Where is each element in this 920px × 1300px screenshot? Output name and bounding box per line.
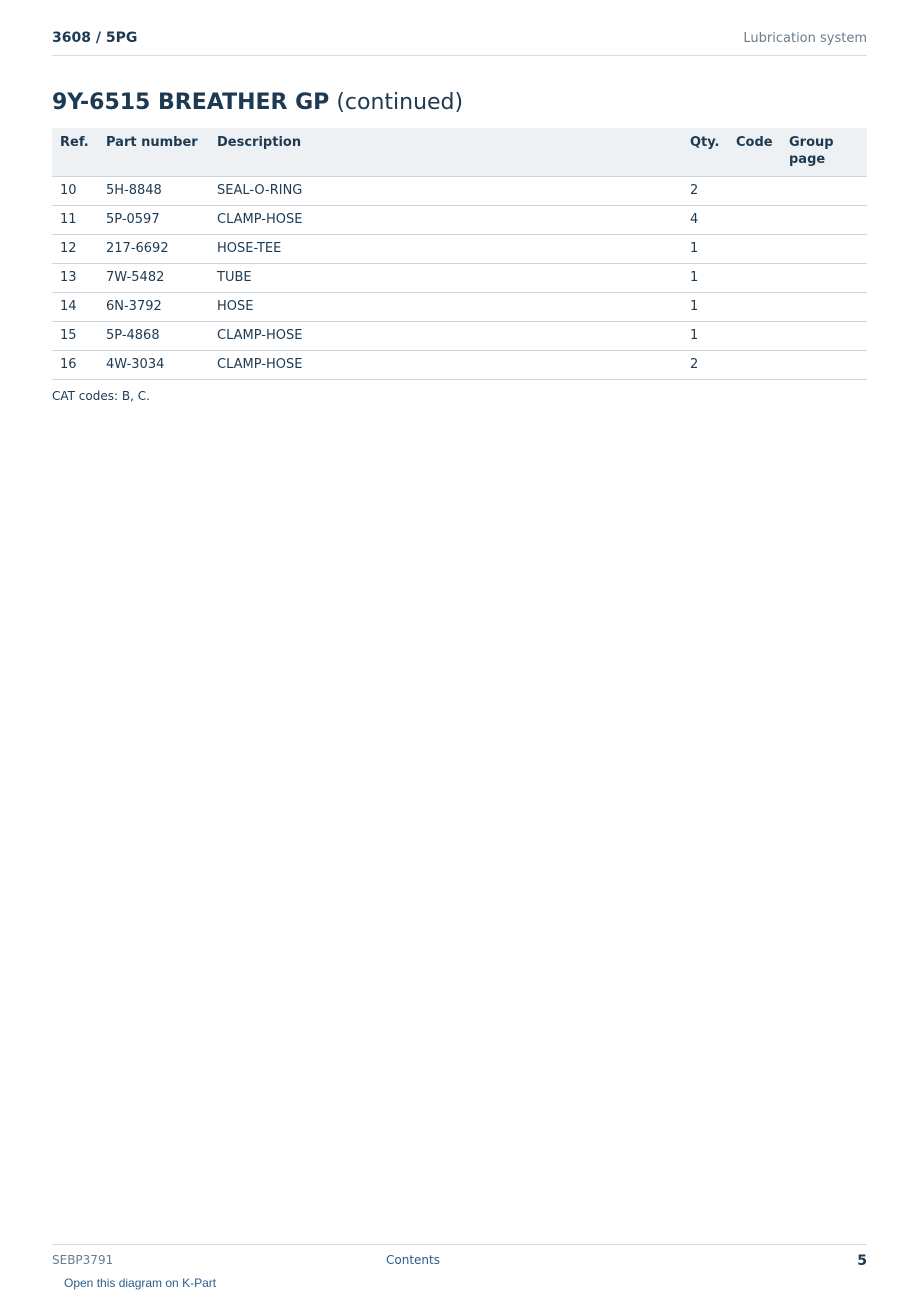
document-code: SEBP3791: [52, 1253, 114, 1267]
cell-qty: 2: [682, 351, 728, 380]
table-row: [52, 264, 867, 293]
table-header-row: [52, 128, 867, 177]
cell-group-page: [781, 264, 867, 293]
table-row: [52, 351, 867, 380]
page-title: [52, 90, 463, 115]
cell-code: [728, 264, 781, 293]
cell-ref: 10: [52, 177, 98, 206]
page-number: 5: [857, 1253, 867, 1269]
cell-ref: 16: [52, 351, 98, 380]
cell-description: TUBE: [209, 264, 682, 293]
cell-part-number: 217-6692: [98, 235, 209, 264]
header-code: Code: [728, 128, 781, 177]
cell-group-page: [781, 293, 867, 322]
table-row: [52, 177, 867, 206]
page-footer: [52, 1244, 867, 1275]
parts-table: [52, 128, 867, 380]
section-name: Lubrication system: [743, 31, 867, 46]
cell-qty: 1: [682, 235, 728, 264]
header-part-number: Part number: [98, 128, 209, 177]
cell-description: HOSE: [209, 293, 682, 322]
cell-code: [728, 322, 781, 351]
cell-group-page: [781, 351, 867, 380]
cell-part-number: 5H-8848: [98, 177, 209, 206]
cell-code: [728, 177, 781, 206]
cell-ref: 11: [52, 206, 98, 235]
cell-ref: 15: [52, 322, 98, 351]
cell-code: [728, 351, 781, 380]
cell-code: [728, 293, 781, 322]
document-id: 3608 / 5PG: [52, 30, 138, 46]
header-ref: Ref.: [52, 128, 98, 177]
cat-codes-note: CAT codes: B, C.: [52, 389, 150, 403]
cell-description: CLAMP-HOSE: [209, 351, 682, 380]
open-in-kpart-link[interactable]: Open this diagram on K-Part: [64, 1276, 217, 1290]
cell-ref: 14: [52, 293, 98, 322]
contents-link[interactable]: Contents: [386, 1253, 440, 1267]
title-part-name: 9Y-6515 BREATHER GP: [52, 90, 330, 115]
cell-qty: 2: [682, 177, 728, 206]
header-description: Description: [209, 128, 682, 177]
table-row: [52, 235, 867, 264]
cell-qty: 1: [682, 264, 728, 293]
cell-part-number: 4W-3034: [98, 351, 209, 380]
table-row: [52, 293, 867, 322]
cell-group-page: [781, 322, 867, 351]
cell-group-page: [781, 206, 867, 235]
table-row: [52, 322, 867, 351]
cell-ref: 13: [52, 264, 98, 293]
cell-code: [728, 206, 781, 235]
cell-description: CLAMP-HOSE: [209, 206, 682, 235]
cell-part-number: 5P-4868: [98, 322, 209, 351]
cell-ref: 12: [52, 235, 98, 264]
cell-description: CLAMP-HOSE: [209, 322, 682, 351]
cell-qty: 1: [682, 293, 728, 322]
cell-qty: 1: [682, 322, 728, 351]
cell-part-number: 5P-0597: [98, 206, 209, 235]
cell-group-page: [781, 177, 867, 206]
table-row: [52, 206, 867, 235]
cell-part-number: 6N-3792: [98, 293, 209, 322]
cell-group-page: [781, 235, 867, 264]
cell-description: HOSE-TEE: [209, 235, 682, 264]
cell-code: [728, 235, 781, 264]
header-qty: Qty.: [682, 128, 728, 177]
cell-qty: 4: [682, 206, 728, 235]
title-continued: (continued): [336, 90, 464, 115]
cell-description: SEAL-O-RING: [209, 177, 682, 206]
page-header: [52, 28, 867, 56]
cell-part-number: 7W-5482: [98, 264, 209, 293]
header-group-page: Group page: [781, 128, 867, 177]
